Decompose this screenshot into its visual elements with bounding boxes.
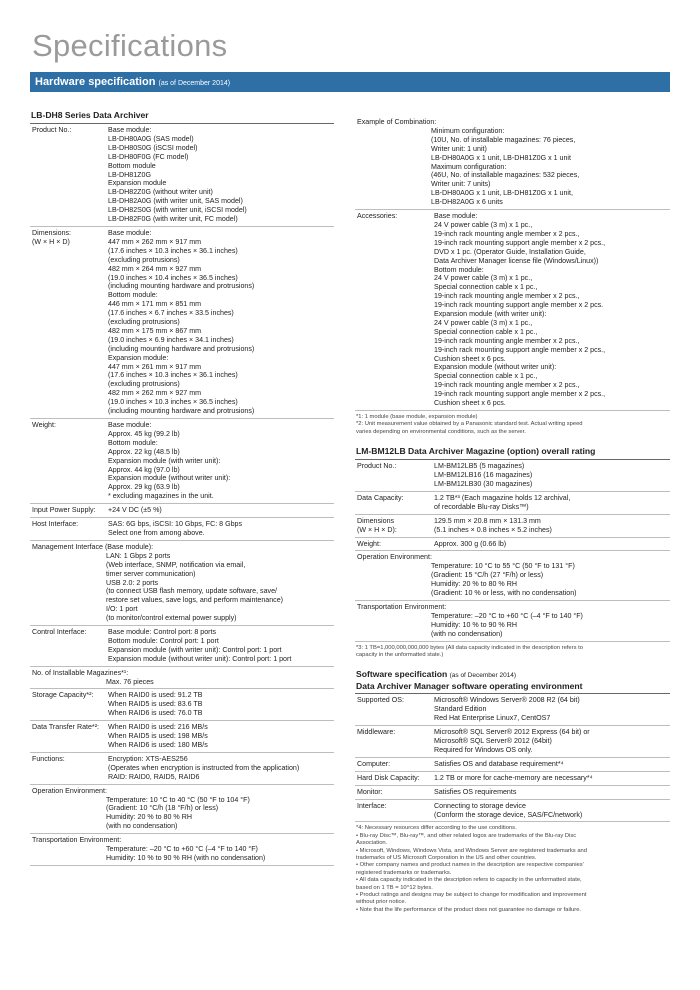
spec-label: Dimensions: (W × H × D)	[30, 226, 106, 418]
spec-value	[106, 626, 334, 667]
spec-row	[30, 419, 334, 504]
spec-row	[30, 504, 334, 518]
spec-label: Computer:	[355, 757, 432, 771]
page-title: Specifications	[32, 28, 228, 63]
spec-row	[30, 689, 334, 721]
spec-value-line: Expansion module (without writer unit):	[434, 363, 557, 372]
spec-row	[30, 721, 334, 753]
spec-value-line: 24 V power cable (3 m) x 1 pc.,	[434, 318, 533, 327]
footnote-line: registered trademarks or trademarks.	[356, 869, 452, 876]
spec-value-line: (17.6 inches × 6.7 inches × 33.5 inches)	[108, 309, 234, 318]
spec-value-line: Encryption: XTS-AES256	[108, 754, 188, 763]
footnote-line: *1: 1 module (base module, expansion module)	[356, 414, 478, 420]
spec-value-line: Microsoft® SQL Server® 2012 (64bit)	[434, 737, 552, 746]
spec-value-line: Satisfies OS requirements	[434, 787, 517, 796]
left-column	[30, 100, 334, 866]
spec-table-software	[355, 694, 670, 822]
spec-value-line: (10U, No. of installable magazines: 76 pieces,	[431, 135, 576, 144]
spec-value-line: (including mounting hardware and protrusions)	[108, 282, 255, 291]
spec-value-line: 19-inch rack mounting angle member x 2 pcs.,	[434, 292, 580, 301]
spec-value-line: 447 mm × 262 mm × 917 mm	[108, 237, 202, 246]
right-column	[355, 116, 670, 914]
spec-value-line: Expansion module (with writer unit):	[434, 310, 547, 319]
spec-value-line: Max. 76 pieces	[106, 677, 154, 686]
spec-value	[432, 514, 670, 537]
footnotes-data-archiver	[355, 411, 670, 436]
spec-label: Middleware:	[355, 726, 432, 758]
spec-value-line: Cushion sheet x 6 pcs.	[434, 354, 506, 363]
spec-value-line: (5.1 inches × 0.8 inches × 5.2 inches)	[434, 525, 552, 534]
software-spec-title: Software specification	[356, 669, 448, 680]
spec-value	[432, 726, 670, 758]
spec-value-line: 19-inch rack mounting angle member x 2 pcs.,	[434, 229, 580, 238]
spec-row	[355, 757, 670, 771]
spec-value-line: LM-BM12LB30 (30 magazines)	[434, 480, 533, 489]
spec-value-line: Base module:	[108, 126, 152, 134]
spec-value-line: 19-inch rack mounting angle member x 2 pcs.,	[434, 336, 580, 345]
spec-label: Hard Disk Capacity:	[355, 771, 432, 785]
spec-value-line: * excluding magazines in the unit.	[108, 492, 214, 501]
spec-row	[355, 491, 670, 514]
spec-value-line: (Gradient: 10 °C/h (18 °F/h) or less)	[106, 804, 219, 813]
spec-cell	[355, 601, 670, 642]
spec-value-line: When RAID0 is used: 216 MB/s	[108, 723, 208, 732]
spec-value-line: When RAID5 is used: 198 MB/s	[108, 732, 208, 741]
spec-row	[355, 210, 670, 411]
spec-value-line: Writer unit: 1 unit)	[431, 144, 487, 153]
footnote-line: • Microsoft, Windows, Windows Vista, and Windows Server are registered trademarks and	[356, 847, 587, 854]
spec-row	[355, 116, 670, 210]
footnote-line: • Product ratings and designs may be subject to change for modification and improvement	[356, 892, 587, 899]
hardware-spec-title: Hardware specification	[35, 76, 156, 88]
spec-value-line: LB-DH80A0G (SAS model)	[108, 134, 194, 143]
spec-value-line: Microsoft® Windows Server® 2008 R2 (64 bit)	[434, 696, 580, 705]
spec-value-line: (19.0 inches × 6.9 inches × 34.1 inches)	[108, 335, 234, 344]
spec-value-line: (to monitor/control external power supply)	[106, 614, 237, 623]
spec-value-line: Minimum configuration:	[431, 126, 505, 135]
spec-label: Example of Combination:	[357, 118, 437, 126]
spec-row	[355, 799, 670, 822]
section-title-magazine: LM-BM12LB Data Archiver Magazine (option) overall rating	[355, 436, 670, 460]
spec-row	[30, 666, 334, 689]
spec-value-line: LB-DH82A0G x 6 units	[431, 198, 503, 207]
spec-label: Operation Environment:	[32, 786, 107, 795]
spec-value	[432, 799, 670, 822]
spec-value-line: timer server communication)	[106, 569, 196, 578]
spec-value	[106, 226, 334, 418]
spec-label: Data Transfer Rate*²:	[30, 721, 106, 753]
spec-row	[355, 694, 670, 725]
spec-value-line: 482 mm × 175 mm × 867 mm	[108, 326, 202, 335]
spec-value-line: of recordable Blu-ray Disks™)	[434, 502, 529, 511]
spec-value-line: (Gradient: 15 °C/h (27 °F/h) or less)	[431, 571, 544, 580]
spec-row	[355, 460, 670, 491]
spec-value-line: Red Hat Enterprise Linux7, CentOS7	[434, 714, 551, 723]
spec-row	[355, 771, 670, 785]
spec-value-line: LB-DH82Z0G (without writer unit)	[108, 188, 213, 197]
spec-value-line: Approx. 300 g (0.66 lb)	[434, 539, 507, 548]
spec-value-line: LM-BM12LB16 (16 magazines)	[434, 471, 533, 480]
spec-value-line: Connecting to storage device	[434, 801, 526, 810]
hardware-spec-date: (as of December 2014)	[158, 80, 231, 87]
footnote-line: • Note that the life performance of the product does not guarantee no damage or failure.	[356, 906, 582, 913]
spec-value-line: DVD x 1 pc. (Operator Guide, Installation Guide,	[434, 247, 586, 256]
spec-row	[30, 752, 334, 784]
spec-value-line: Bottom module	[108, 161, 156, 170]
spec-value-line: (46U, No. of installable magazines: 532 pieces,	[431, 171, 580, 180]
spec-value	[432, 785, 670, 799]
spec-value-line: Bottom module:	[434, 265, 484, 274]
spec-label: Product No.:	[355, 460, 432, 491]
footnote-line: without prior notice.	[356, 899, 407, 906]
footnote-line: • Blu-ray Disc™, Blu-ray™, and other related logos are trademarks of the Blu-ray Disc	[356, 832, 577, 839]
spec-label: Monitor:	[355, 785, 432, 799]
footnote-line: capacity in the unformatted state.)	[356, 652, 444, 659]
spec-row	[30, 124, 334, 226]
spec-value-line: LAN: 1 Gbps 2 ports	[106, 551, 171, 560]
spec-value-line: 19-inch rack mounting support angle member x 2 pcs.,	[434, 390, 606, 399]
spec-value-line: LB-DH80S0G (iSCSI model)	[108, 143, 198, 152]
spec-value-line: Temperature: –20 °C to +60 °C (–4 °F to 140 °F)	[431, 611, 583, 620]
footnote-line: trademarks of US Microsoft Corporation in the US and other countries.	[356, 855, 537, 862]
spec-value-line: LM-BM12LB5 (5 magazines)	[434, 462, 525, 471]
spec-value-line: Data Archiver Manager license file (Windows/Linux))	[434, 256, 599, 265]
spec-value-line: When RAID6 is used: 180 MB/s	[108, 741, 208, 749]
spec-value	[432, 491, 670, 514]
spec-value-line: Humidity: 10 % to 90 % RH	[431, 620, 517, 629]
section-title-data-archiver: LB-DH8 Series Data Archiver	[30, 100, 334, 124]
spec-value-line: I/O: 1 port	[106, 605, 138, 614]
spec-value-line: Writer unit: 7 units)	[431, 180, 491, 189]
spec-cell	[30, 540, 334, 625]
spec-value-line: (Web interface, SNMP, notification via email,	[106, 560, 246, 569]
spec-label: Operation Environment:	[357, 553, 432, 562]
spec-table-combination	[355, 116, 670, 411]
spec-row	[30, 540, 334, 625]
spec-value-line: (Operates when encryption is instructed from the application)	[108, 763, 300, 772]
spec-value-line: (including mounting hardware and protrusions)	[108, 407, 255, 416]
spec-value-line: 482 mm × 264 mm × 927 mm	[108, 264, 202, 273]
spec-label: Weight:	[30, 419, 106, 504]
spec-value-line: Bottom module: Control port: 1 port	[108, 636, 219, 645]
spec-value-line: USB 2.0: 2 ports	[106, 578, 159, 587]
spec-cell	[355, 551, 670, 601]
spec-value-line: (19.0 inches × 10.4 inches × 36.5 inches)	[108, 273, 238, 282]
spec-value-line: (19.0 inches × 10.3 inches × 36.5 inches)	[108, 398, 238, 407]
spec-value	[106, 124, 334, 226]
spec-row	[355, 785, 670, 799]
spec-label: Input Power Supply:	[30, 504, 106, 518]
spec-cell	[30, 784, 334, 834]
spec-value-line: Bottom module:	[108, 438, 158, 447]
spec-value-line: LB-DH80F0G (FC model)	[108, 152, 189, 161]
spec-value-line: 19-inch rack mounting support angle member x 2 pcs.,	[434, 238, 606, 247]
spec-value-line: Temperature: 10 °C to 40 °C (50 °F to 104 °F)	[106, 795, 250, 804]
spec-row	[30, 834, 334, 866]
spec-value-line: LB-DH80A0G x 1 unit, LB-DH81Z0G x 1 unit,	[431, 189, 573, 198]
software-spec-date: (as of December 2014)	[449, 672, 517, 680]
spec-cell	[355, 116, 670, 210]
spec-value-line: (excluding protrusions)	[108, 255, 180, 264]
spec-value	[106, 752, 334, 784]
spec-value-line: (to connect USB flash memory, update software, save/	[106, 587, 277, 596]
spec-value-line: (excluding protrusions)	[108, 318, 180, 327]
spec-value-line: Approx. 22 kg (48.5 lb)	[108, 447, 180, 456]
spec-value-line: +24 V DC (±5 %)	[108, 506, 162, 515]
spec-value-line: (17.6 inches × 10.3 inches × 36.1 inches)	[108, 371, 238, 380]
spec-value-line: 129.5 mm × 20.8 mm × 131.3 mm	[434, 516, 541, 525]
spec-label: Storage Capacity*²:	[30, 689, 106, 721]
spec-label: Host Interface:	[30, 518, 106, 541]
spec-value-line: Humidity: 20 % to 80 % RH	[431, 580, 517, 589]
spec-value-line: Select one from among above.	[108, 528, 205, 537]
spec-value-line: 1.2 TB or more for cache-memory are necessary*⁴	[434, 773, 593, 782]
spec-value-line: Standard Edition	[434, 705, 487, 714]
spec-value-line: Microsoft® SQL Server® 2012 Express (64 bit) or	[434, 728, 590, 737]
spec-cell	[30, 834, 334, 866]
spec-value-line: (17.6 inches × 10.3 inches × 36.1 inches)	[108, 246, 238, 255]
section-title-software	[355, 659, 670, 681]
spec-value-line: Approx. 29 kg (63.9 lb)	[108, 483, 180, 492]
spec-value-line: Cushion sheet x 6 pcs.	[434, 399, 506, 408]
spec-value-line: Humidity: 20 % to 80 % RH	[106, 813, 192, 822]
spec-label: Transportation Environment:	[357, 603, 447, 611]
footnotes-magazine	[355, 642, 670, 660]
spec-value-line: Expansion module:	[108, 353, 169, 362]
spec-row	[30, 518, 334, 541]
spec-value	[106, 504, 334, 518]
spec-value-line: LB-DH80A0G x 1 unit, LB-DH81Z0G x 1 unit	[431, 153, 571, 162]
footnote-line: *4: Necessary resources differ according to the use conditions.	[356, 825, 517, 832]
spec-label: Management Interface (Base module):	[32, 542, 154, 551]
spec-value-line: LB-DH82S0G (with writer unit, iSCSI model)	[108, 206, 247, 215]
spec-value-line: Required for Windows OS only.	[434, 745, 533, 754]
spec-value-line: Bottom module:	[108, 291, 158, 300]
spec-value-line: (with no condensation)	[431, 629, 503, 638]
spec-value	[106, 518, 334, 541]
spec-value-line: (with no condensation)	[106, 822, 178, 831]
spec-value-line: Special connection cable x 1 pc.,	[434, 327, 538, 336]
spec-value-line: (including mounting hardware and protrusions)	[108, 344, 255, 353]
spec-cell	[30, 666, 334, 689]
spec-row	[30, 226, 334, 418]
spec-value	[432, 757, 670, 771]
spec-value	[432, 537, 670, 551]
spec-label: Data Capacity:	[355, 491, 432, 514]
spec-value-line: (Gradient: 10 % or less, with no condensation)	[431, 589, 577, 598]
spec-label: No. of Installable Magazines*¹:	[32, 668, 129, 677]
spec-value-line: 19-inch rack mounting support angle member x 2 pcs.	[434, 301, 604, 310]
spec-value-line: When RAID5 is used: 83.6 TB	[108, 700, 203, 709]
footnotes-software	[355, 822, 670, 914]
spec-value-line: Expansion module (with writer unit): Control port: 1 port	[108, 645, 282, 654]
spec-value-line: Base module:	[434, 212, 478, 221]
spec-value-line: Special connection cable x 1 pc.,	[434, 372, 538, 381]
spec-value-line: 24 V power cable (3 m) x 1 pc.,	[434, 220, 533, 229]
footnote-line: varies depending on environmental conditions, such as the server.	[356, 428, 526, 435]
spec-value-line: SAS: 6G bps, iSCSI: 10 Gbps, FC: 8 Gbps	[108, 520, 243, 529]
spec-label: Control Interface:	[30, 626, 106, 667]
spec-value	[432, 771, 670, 785]
spec-value-line: Satisfies OS and database requirement*⁴	[434, 759, 564, 768]
footnote-line: *3: 1 TB=1,000,000,000,000 bytes (All data capacity indicated in the description refers to	[356, 644, 583, 651]
spec-label: Weight:	[355, 537, 432, 551]
spec-label: Functions:	[30, 752, 106, 784]
spec-value	[106, 689, 334, 721]
spec-value-line: Special connection cable x 1 pc.,	[434, 283, 538, 292]
spec-value-line: restore set values, save logs, and perform maintenance)	[106, 596, 284, 605]
spec-value-line: LB-DH82A0G (with writer unit, SAS model)	[108, 197, 243, 206]
spec-row	[355, 514, 670, 537]
spec-label: Product No.:	[30, 124, 106, 226]
spec-value-line: 24 V power cable (3 m) x 1 pc.,	[434, 274, 533, 283]
spec-value-line: 19-inch rack mounting angle member x 2 pcs.,	[434, 381, 580, 390]
spec-value	[106, 721, 334, 753]
spec-value-line: Approx. 44 kg (97.0 lb)	[108, 465, 180, 474]
spec-value-line: 446 mm × 171 mm × 851 mm	[108, 300, 202, 309]
spec-value-line: 1.2 TB*³ (Each magazine holds 12 archival,	[434, 493, 571, 502]
spec-value	[432, 460, 670, 491]
hardware-spec-heading	[30, 72, 670, 92]
spec-value-line: Expansion module (without writer unit):	[108, 474, 231, 483]
spec-label: Interface:	[355, 799, 432, 822]
spec-value-line: Expansion module	[108, 179, 167, 188]
spec-value-line: Base module:	[108, 228, 152, 237]
spec-value-line: Base module:	[108, 421, 152, 429]
spec-value-line: Approx. 45 kg (99.2 lb)	[108, 429, 180, 438]
spec-row	[355, 537, 670, 551]
spec-value-line: When RAID0 is used: 91.2 TB	[108, 691, 203, 700]
spec-row	[30, 626, 334, 667]
spec-value-line: (Conform the storage device, SAS/FC/network)	[434, 810, 583, 819]
spec-label: Supported OS:	[355, 694, 432, 725]
spec-value-line: RAID: RAID0, RAID5, RAID6	[108, 772, 200, 781]
spec-value-line: LB-DH81Z0G	[108, 170, 151, 179]
footnote-line: based on 1 TB = 10^12 bytes.	[356, 884, 433, 891]
spec-label: Transportation Environment:	[32, 836, 122, 845]
spec-value-line: Temperature: –20 °C to +60 °C (–4 °F to 140 °F)	[106, 845, 258, 854]
spec-value-line: (excluding protrusions)	[108, 380, 180, 389]
spec-row	[355, 601, 670, 642]
footnote-line: • Other company names and product names in the description are respective companies'	[356, 862, 584, 869]
footnote-line: *2: Unit measurement value obtained by a Panasonic standard test. Actual writing speed	[356, 421, 583, 428]
spec-value	[432, 694, 670, 725]
spec-value-line: LB-DH82F0G (with writer unit, FC model)	[108, 215, 238, 224]
spec-value-line: 19-inch rack mounting support angle member x 2 pcs.,	[434, 345, 606, 354]
spec-table-magazine	[355, 460, 670, 641]
footnote-line: • All data capacity indicated in the description refers to capacity in the unformatted state,	[356, 877, 582, 884]
spec-value-line: When RAID6 is used: 76.0 TB	[108, 709, 203, 718]
section-subtitle-software: Data Archiver Manager software operating environment	[355, 681, 670, 694]
spec-value-line: Base module: Control port: 8 ports	[108, 628, 217, 637]
spec-value	[106, 419, 334, 504]
spec-label: Accessories:	[355, 210, 432, 411]
spec-value-line: Humidity: 10 % to 90 % RH (with no condensation)	[106, 853, 266, 862]
spec-value-line: Expansion module (with writer unit):	[108, 456, 221, 465]
spec-row	[355, 551, 670, 601]
footnote-line: Association.	[356, 840, 388, 847]
spec-value-line: 482 mm × 262 mm × 927 mm	[108, 389, 202, 398]
spec-value-line: Maximum configuration:	[431, 162, 507, 171]
spec-label: Dimensions (W × H × D):	[355, 514, 432, 537]
spec-value-line: Temperature: 10 °C to 55 °C (50 °F to 131 °F)	[431, 562, 575, 571]
spec-value-line: Expansion module (without writer unit): Control port: 1 port	[108, 654, 292, 663]
spec-value	[432, 210, 670, 411]
spec-value-line: 447 mm × 261 mm × 917 mm	[108, 362, 202, 371]
spec-table-data-archiver	[30, 124, 334, 866]
spec-row	[30, 784, 334, 834]
spec-row	[355, 726, 670, 758]
